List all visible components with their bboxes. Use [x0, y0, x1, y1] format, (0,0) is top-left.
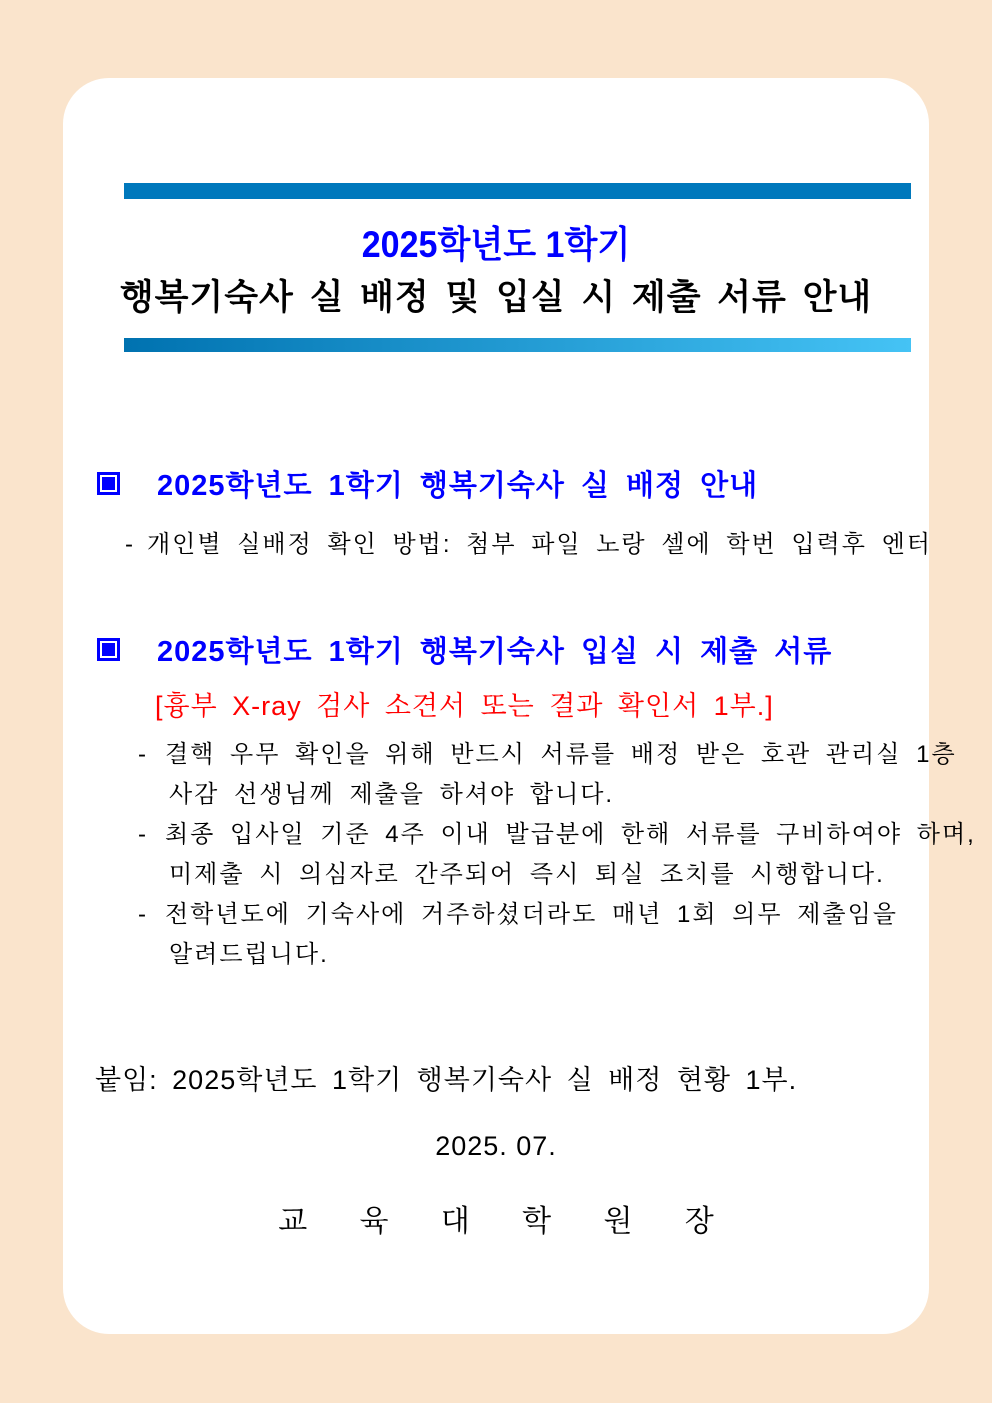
section1-heading: 2025학년도 1학기 행복기숙사 실 배정 안내 [157, 470, 759, 502]
attachment-note: 붙임: 2025학년도 1학기 행복기숙사 실 배정 현황 1부. [95, 1065, 798, 1095]
square-bullet-inner [102, 643, 115, 656]
dash-marker: - [138, 741, 148, 768]
section1-item [125, 524, 932, 559]
list-item-continuation [138, 855, 976, 895]
document-date: 2025. 07. [435, 1131, 557, 1161]
list-item-text: 미제출 시 의심자로 간주되어 즉시 퇴실 조치를 시행합니다. [169, 861, 885, 888]
dash-marker: - [138, 901, 148, 928]
square-bullet-icon [97, 638, 120, 661]
section1-item-text: 개인별 실배정 확인 방법: 첨부 파일 노랑 셀에 학번 입력후 엔터 [147, 531, 932, 558]
list-item-continuation [138, 775, 976, 815]
notice-card [63, 78, 976, 1334]
dash-marker: - [125, 531, 135, 558]
list-item-continuation [138, 935, 976, 975]
list-item-text: 전학년도에 기숙사에 거주하셨더라도 매년 1회 의무 제출임을 [165, 901, 898, 928]
document-subtitle: 행복기숙사 실 배정 및 입실 시 제출 서류 안내 [119, 278, 873, 317]
document-title: 2025학년도 1학기 [361, 224, 631, 265]
list-item-text: 알려드립니다. [169, 941, 329, 968]
issuer-signature: 교 육 대 학 원 장 [278, 1205, 736, 1238]
section2-item-list [138, 735, 976, 975]
top-accent-bar [124, 183, 911, 199]
list-item-text: 결핵 우무 확인을 위해 반드시 서류를 배정 받은 호관 관리실 1층 [165, 741, 957, 768]
list-item [138, 815, 976, 855]
section2-heading: 2025학년도 1학기 행복기숙사 입실 시 제출 서류 [157, 636, 833, 668]
list-item [138, 895, 976, 935]
list-item [138, 735, 976, 775]
gradient-accent-bar [124, 338, 911, 352]
required-document-highlight: [흉부 X-ray 검사 소견서 또는 결과 확인서 1부.] [155, 691, 774, 721]
square-bullet-icon [97, 472, 120, 495]
dash-marker: - [138, 821, 148, 848]
section2-heading-row [97, 629, 832, 670]
list-item-text: 사감 선생님께 제출을 하셔야 합니다. [169, 781, 615, 808]
list-item-text: 최종 입사일 기준 4주 이내 발급분에 한해 서류를 구비하여야 하며, [165, 821, 976, 848]
square-bullet-inner [102, 477, 115, 490]
section1-heading-row [97, 463, 758, 504]
